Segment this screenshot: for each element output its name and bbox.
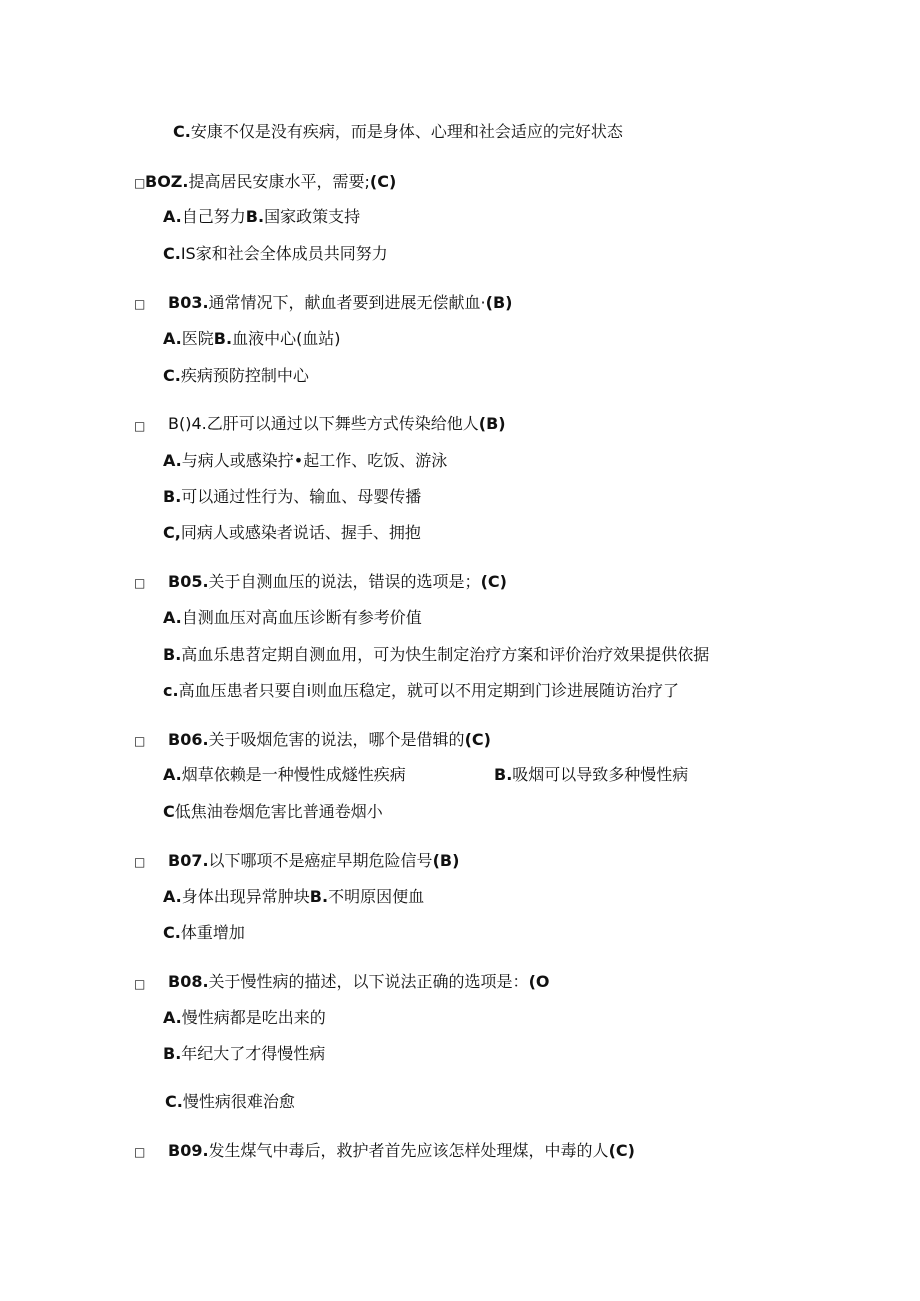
question-number: B07.	[168, 851, 209, 870]
option-prefix: A.	[163, 765, 182, 784]
option-text: 自己努力	[181, 207, 246, 226]
question-line	[168, 851, 459, 871]
answer-key: (C)	[608, 1141, 635, 1160]
question-line	[168, 972, 549, 992]
option-text: 不明原因便血	[328, 887, 425, 906]
checkbox-icon[interactable]: □	[134, 1145, 146, 1159]
question-line	[168, 730, 491, 750]
option-text: 低焦油卷烟危害比普通卷烟小	[174, 802, 383, 821]
answer-key: (C)	[464, 730, 491, 749]
option-text: 自测血压对高血压诊断有参考价值	[181, 608, 422, 627]
question-text: 以下哪项不是癌症早期危险信号	[208, 851, 433, 870]
option-line	[163, 608, 422, 628]
option-prefix: B.	[309, 887, 329, 906]
question-line	[145, 172, 396, 192]
option-text: IS家和社会全体成员共同努力	[180, 244, 388, 263]
question-number: BOZ.	[145, 172, 189, 191]
option-text: 血液中心(血站)	[232, 329, 341, 348]
option-line	[163, 887, 424, 907]
option-line	[173, 122, 623, 142]
option-prefix: A.	[163, 1008, 182, 1027]
question-text: 通常情况下，献血者要到进展无偿献血·	[208, 293, 486, 312]
option-prefix: A.	[163, 608, 182, 627]
option-prefix: c.	[163, 681, 179, 700]
question-number: B05.	[168, 572, 209, 591]
question-text: 发生煤气中毒后，救护者首先应该怎样处理煤，中毒的人	[208, 1141, 609, 1160]
option-text: 年纪大了才得慢性病	[181, 1044, 326, 1063]
option-text: 慢性病很难治愈	[182, 1092, 295, 1111]
question-line	[168, 572, 507, 592]
option-line	[163, 451, 447, 471]
option-text: 体重增加	[180, 923, 245, 942]
answer-key: (B)	[432, 851, 460, 870]
option-line	[163, 802, 383, 822]
option-text: 吸烟可以导致多种慢性病	[512, 765, 689, 784]
question-number: B09.	[168, 1141, 209, 1160]
option-text: 可以通过性行为、输血、母婴传播	[181, 487, 422, 506]
question-text: 关于慢性病的描述，以下说法正确的选项是：	[208, 972, 529, 991]
option-text: 国家政策支持	[264, 207, 361, 226]
option-prefix: B.	[163, 1044, 182, 1063]
option-line	[163, 523, 421, 543]
checkbox-icon[interactable]: □	[134, 734, 146, 748]
question-number: B08.	[168, 972, 209, 991]
option-text: 慢性病都是吃出来的	[181, 1008, 326, 1027]
option-text: 高血压患者只要自i则血压稳定，就可以不用定期到门诊进展随访治疗了	[178, 681, 680, 700]
option-line	[163, 1008, 326, 1028]
option-prefix: C	[163, 802, 175, 821]
checkbox-icon[interactable]: □	[134, 855, 146, 869]
option-text: 安康不仅是没有疾病，而是身体、心理和社会适应的完好状态	[190, 122, 623, 141]
option-prefix: A.	[163, 207, 182, 226]
option-prefix: C,	[163, 523, 181, 542]
question-line	[168, 1141, 635, 1161]
option-line	[494, 765, 688, 785]
option-prefix: A.	[163, 329, 182, 348]
option-line	[163, 765, 406, 785]
option-prefix: B.	[163, 487, 182, 506]
checkbox-icon[interactable]: □	[134, 576, 146, 590]
question-number: B03.	[168, 293, 209, 312]
option-line	[163, 1044, 325, 1064]
question-line	[168, 414, 506, 434]
option-prefix: B.	[163, 645, 182, 664]
option-prefix: B.	[213, 329, 233, 348]
answer-key: (B)	[485, 293, 513, 312]
option-line	[165, 1092, 295, 1112]
question-number: B()4.	[168, 414, 207, 433]
question-text: 关于自测血压的说法，错误的选项是；	[208, 572, 481, 591]
option-text: 高血乐患苕定期自测血用，可为快生制定治疗方案和评价治疗效果提供依据	[181, 645, 710, 664]
option-prefix: A.	[163, 887, 182, 906]
option-line	[163, 645, 709, 665]
answer-key: (C)	[480, 572, 507, 591]
checkbox-icon[interactable]: □	[134, 297, 146, 311]
question-text: 关于吸烟危害的说法，哪个是借辑的	[208, 730, 465, 749]
answer-key: (C)	[369, 172, 397, 191]
question-number: B06.	[168, 730, 209, 749]
option-line	[163, 923, 245, 943]
option-text: 烟草依赖是一种慢性成燧性疾病	[181, 765, 406, 784]
option-text: 疾病预防控制中心	[180, 366, 309, 385]
checkbox-icon[interactable]: □	[134, 977, 146, 991]
answer-key: (O	[528, 972, 550, 991]
option-prefix: C.	[163, 366, 181, 385]
option-text: 医院	[181, 329, 214, 348]
option-line	[163, 487, 421, 507]
option-text: 同病人或感染者说话、握手、拥抱	[180, 523, 421, 542]
option-line	[163, 207, 360, 227]
checkbox-icon[interactable]: □	[134, 419, 146, 433]
option-line	[163, 244, 388, 264]
option-line	[163, 366, 309, 386]
question-text: 提高居民安康水平，需要;	[188, 172, 370, 191]
option-prefix: C.	[173, 122, 191, 141]
option-prefix: B.	[245, 207, 265, 226]
question-line	[168, 293, 512, 313]
option-text: 与病人或感染拧•起工作、吃饭、游泳	[181, 451, 448, 470]
option-prefix: B.	[494, 765, 513, 784]
checkbox-icon[interactable]: □	[134, 176, 146, 190]
option-prefix: C.	[163, 244, 181, 263]
option-prefix: A.	[163, 451, 182, 470]
option-prefix: C.	[163, 923, 181, 942]
option-text: 身体出现异常肿块	[181, 887, 310, 906]
option-line	[163, 329, 341, 349]
answer-key: (B)	[478, 414, 506, 433]
option-line	[163, 681, 679, 701]
option-prefix: C.	[165, 1092, 183, 1111]
question-text: 乙肝可以通过以下舞些方式传染给他人	[206, 414, 479, 433]
